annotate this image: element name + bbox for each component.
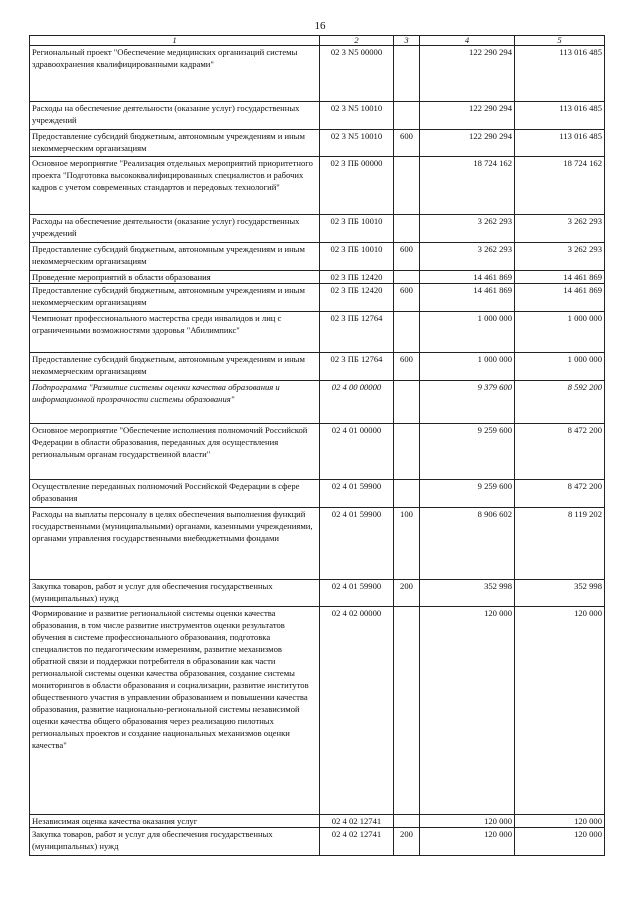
row-vr [394, 157, 420, 215]
row-name: Формирование и развитие региональной системы оценки качества образования, в том числе развитие инструментов оценки результатов обучения в системе профессионального образования, подготовка специалистов по педагогическим измерениям, развитие механизмов обратной связи и поддержки потребителя в образовании как части региональной системы оценки качества образования, создание системы мониторингов в области образования и социализации, развитие институтов общественного участия в управлении образованием и повышении качества образования, развитие национально-региональной системы независимой оценки качества общего образования через реализацию пилотных региональных проектов и создание национальных механизмов оценки качества" [30, 607, 320, 815]
row-vr: 200 [394, 580, 420, 607]
row-name: Предоставление субсидий бюджетным, автономным учреждениям и иным некоммерческим организациям [30, 243, 320, 271]
table-row [30, 46, 605, 102]
row-sum-1: 3 262 293 [420, 215, 515, 243]
column-header: 4 [420, 36, 515, 46]
table-row [30, 424, 605, 480]
row-code: 02 4 01 00000 [320, 424, 394, 480]
row-sum-2: 120 000 [515, 828, 605, 856]
row-vr [394, 381, 420, 424]
row-sum-2: 113 016 485 [515, 130, 605, 157]
row-code: 02 3 ПБ 12764 [320, 312, 394, 353]
table-row [30, 815, 605, 828]
column-header: 3 [394, 36, 420, 46]
row-name: Осуществление переданных полномочий Российской Федерации в сфере образования [30, 480, 320, 508]
row-vr [394, 102, 420, 130]
header-row [30, 36, 605, 46]
row-sum-1: 120 000 [420, 607, 515, 815]
row-code: 02 3 ПБ 10010 [320, 243, 394, 271]
row-name: Расходы на обеспечение деятельности (оказание услуг) государственных учреждений [30, 215, 320, 243]
row-code: 02 4 01 59900 [320, 580, 394, 607]
table-row [30, 284, 605, 312]
row-vr: 600 [394, 243, 420, 271]
table-row [30, 271, 605, 284]
column-header: 5 [515, 36, 605, 46]
row-vr [394, 271, 420, 284]
row-sum-2: 8 119 202 [515, 508, 605, 580]
row-sum-2: 120 000 [515, 607, 605, 815]
row-vr [394, 424, 420, 480]
row-code: 02 4 01 59900 [320, 480, 394, 508]
table-row [30, 157, 605, 215]
row-name: Предоставление субсидий бюджетным, автономным учреждениям и иным некоммерческим организациям [30, 353, 320, 381]
table-row [30, 312, 605, 353]
row-sum-2: 14 461 869 [515, 271, 605, 284]
row-sum-1: 9 259 600 [420, 480, 515, 508]
row-sum-1: 18 724 162 [420, 157, 515, 215]
row-sum-2: 1 000 000 [515, 353, 605, 381]
page-number: 16 [314, 20, 326, 32]
row-code: 02 3 ПБ 12420 [320, 284, 394, 312]
row-name: Предоставление субсидий бюджетным, автономным учреждениям и иным некоммерческим организациям [30, 130, 320, 157]
row-code: 02 3 N5 10010 [320, 130, 394, 157]
row-code: 02 4 01 59900 [320, 508, 394, 580]
row-vr: 600 [394, 130, 420, 157]
row-sum-1: 3 262 293 [420, 243, 515, 271]
row-name: Проведение мероприятий в области образования [30, 271, 320, 284]
row-vr: 600 [394, 353, 420, 381]
row-vr [394, 312, 420, 353]
row-name: Основное мероприятие "Обеспечение исполнения полномочий Российской Федерации в области образования, переданных для осуществления региональным органам государственной власти" [30, 424, 320, 480]
row-sum-2: 8 472 200 [515, 480, 605, 508]
table-row [30, 381, 605, 424]
row-vr: 200 [394, 828, 420, 856]
row-vr [394, 815, 420, 828]
row-code: 02 4 02 00000 [320, 607, 394, 815]
row-sum-2: 113 016 485 [515, 46, 605, 102]
row-vr: 600 [394, 284, 420, 312]
row-vr: 100 [394, 508, 420, 580]
row-code: 02 3 ПБ 12764 [320, 353, 394, 381]
row-name: Независимая оценка качества оказания услуг [30, 815, 320, 828]
row-name: Основное мероприятие "Реализация отдельных мероприятий приоритетного проекта "Подготовка высококвалифицированных специалистов и рабочих кадров с учетом современных стандартов и передовых технологий" [30, 157, 320, 215]
row-name: Подпрограмма "Развитие системы оценки качества образования и информационной прозрачности системы образования" [30, 381, 320, 424]
row-sum-2: 14 461 869 [515, 284, 605, 312]
row-sum-1: 14 461 869 [420, 271, 515, 284]
row-sum-2: 1 000 000 [515, 312, 605, 353]
row-sum-2: 8 592 200 [515, 381, 605, 424]
row-sum-2: 8 472 200 [515, 424, 605, 480]
row-code: 02 4 02 12741 [320, 828, 394, 856]
row-name: Закупка товаров, работ и услуг для обеспечения государственных (муниципальных) нужд [30, 828, 320, 856]
row-sum-1: 9 379 600 [420, 381, 515, 424]
row-sum-2: 3 262 293 [515, 243, 605, 271]
row-sum-2: 18 724 162 [515, 157, 605, 215]
row-sum-1: 1 000 000 [420, 312, 515, 353]
row-sum-2: 3 262 293 [515, 215, 605, 243]
column-header: 2 [320, 36, 394, 46]
row-sum-1: 120 000 [420, 828, 515, 856]
table-row [30, 580, 605, 607]
row-sum-1: 8 906 602 [420, 508, 515, 580]
row-code: 02 3 ПБ 12420 [320, 271, 394, 284]
row-vr [394, 607, 420, 815]
row-code: 02 3 ПБ 10010 [320, 215, 394, 243]
table-row [30, 102, 605, 130]
row-vr [394, 46, 420, 102]
column-header: 1 [30, 36, 320, 46]
table-row [30, 130, 605, 157]
row-code: 02 3 ПБ 00000 [320, 157, 394, 215]
row-sum-1: 120 000 [420, 815, 515, 828]
row-sum-1: 122 290 294 [420, 102, 515, 130]
row-sum-2: 113 016 485 [515, 102, 605, 130]
row-vr [394, 480, 420, 508]
row-sum-1: 122 290 294 [420, 130, 515, 157]
row-code: 02 4 02 12741 [320, 815, 394, 828]
row-sum-2: 352 998 [515, 580, 605, 607]
row-name: Расходы на обеспечение деятельности (оказание услуг) государственных учреждений [30, 102, 320, 130]
row-code: 02 4 00 00000 [320, 381, 394, 424]
row-name: Чемпионат профессионального мастерства среди инвалидов и лиц с ограниченными возможностями здоровья "Абилимпикс" [30, 312, 320, 353]
table-row [30, 353, 605, 381]
row-sum-2: 120 000 [515, 815, 605, 828]
table-row [30, 508, 605, 580]
row-sum-1: 14 461 869 [420, 284, 515, 312]
row-name: Предоставление субсидий бюджетным, автономным учреждениям и иным некоммерческим организациям [30, 284, 320, 312]
table-row [30, 480, 605, 508]
table-row [30, 828, 605, 856]
table-row [30, 215, 605, 243]
table-row [30, 243, 605, 271]
row-name: Региональный проект "Обеспечение медицинских организаций системы здравоохранения квалифицированными кадрами" [30, 46, 320, 102]
row-sum-1: 1 000 000 [420, 353, 515, 381]
row-code: 02 3 N5 00000 [320, 46, 394, 102]
row-sum-1: 122 290 294 [420, 46, 515, 102]
row-sum-1: 9 259 600 [420, 424, 515, 480]
row-name: Расходы на выплаты персоналу в целях обеспечения выполнения функций государственными (муниципальными) органами, казенными учреждениями, органами управления государственными внебюджетными фондами [30, 508, 320, 580]
row-name: Закупка товаров, работ и услуг для обеспечения государственных (муниципальных) нужд [30, 580, 320, 607]
row-vr [394, 215, 420, 243]
budget-table [29, 35, 605, 856]
row-code: 02 3 N5 10010 [320, 102, 394, 130]
row-sum-1: 352 998 [420, 580, 515, 607]
table-row [30, 607, 605, 815]
